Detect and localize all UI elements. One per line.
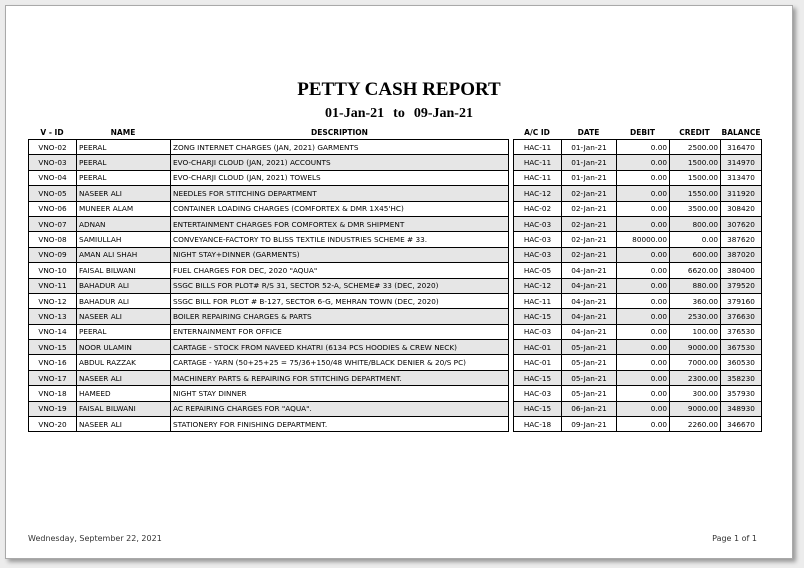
table-row [28, 340, 762, 355]
cell-date: 01-Jan-21 [561, 139, 616, 155]
cell-debit: 0.00 [616, 402, 669, 417]
cell-debit: 0.00 [616, 248, 669, 263]
table-row [28, 355, 762, 370]
cell-ac-id: HAC-02 [513, 202, 561, 217]
cell-balance: 307620 [720, 217, 762, 232]
cell-date: 04-Jan-21 [561, 309, 616, 324]
cell-date: 01-Jan-21 [561, 155, 616, 170]
cell-name: PEERAL [76, 171, 170, 186]
cell-balance: 346670 [720, 417, 762, 432]
cell-description: NEEDLES FOR STITCHING DEPARTMENT [170, 186, 509, 201]
header-name: NAME [110, 128, 136, 137]
cell-debit: 0.00 [616, 186, 669, 201]
cell-vid: VNO-04 [28, 171, 76, 186]
cell-balance: 360530 [720, 355, 762, 370]
cell-name: ADNAN [76, 217, 170, 232]
cell-credit: 2530.00 [669, 309, 720, 324]
cell-debit: 0.00 [616, 263, 669, 278]
cell-name: AMAN ALI SHAH [76, 248, 170, 263]
date-to: 09-Jan-21 [413, 106, 473, 121]
cell-description: SSGC BILL FOR PLOT # B-127, SECTOR 6-G, MEHRAN TOWN (DEC, 2020) [170, 294, 509, 309]
cell-vid: VNO-17 [28, 371, 76, 386]
header-vid: V - ID [40, 128, 64, 137]
cell-debit: 0.00 [616, 279, 669, 294]
table-row [28, 417, 762, 432]
cell-ac-id: HAC-18 [513, 417, 561, 432]
header-debit: DEBIT [630, 128, 655, 137]
cell-debit: 0.00 [616, 171, 669, 186]
cell-date: 04-Jan-21 [561, 325, 616, 340]
cell-name: MUNEER ALAM [76, 202, 170, 217]
cell-description: EVO-CHARJI CLOUD (JAN, 2021) ACCOUNTS [170, 155, 509, 170]
cell-balance: 387620 [720, 232, 762, 247]
cell-name: FAISAL BILWANI [76, 402, 170, 417]
cell-credit: 9000.00 [669, 402, 720, 417]
cell-ac-id: HAC-03 [513, 232, 561, 247]
cell-ac-id: HAC-01 [513, 355, 561, 370]
table-row [28, 263, 762, 278]
cell-ac-id: HAC-03 [513, 248, 561, 263]
cell-balance: 376630 [720, 309, 762, 324]
cell-credit: 3500.00 [669, 202, 720, 217]
cell-credit: 100.00 [669, 325, 720, 340]
cell-date: 05-Jan-21 [561, 340, 616, 355]
cell-date: 02-Jan-21 [561, 248, 616, 263]
cell-balance: 313470 [720, 171, 762, 186]
cell-credit: 6620.00 [669, 263, 720, 278]
cell-debit: 80000.00 [616, 232, 669, 247]
cell-name: PEERAL [76, 155, 170, 170]
cell-date: 05-Jan-21 [561, 386, 616, 401]
cell-description: ENTERTAINMENT CHARGES FOR COMFORTEX & DMR SHIPMENT [170, 217, 509, 232]
cell-description: AC REPAIRING CHARGES FOR "AQUA". [170, 402, 509, 417]
cell-debit: 0.00 [616, 202, 669, 217]
cell-name: PEERAL [76, 139, 170, 155]
cell-balance: 358230 [720, 371, 762, 386]
cell-date: 05-Jan-21 [561, 371, 616, 386]
cell-date: 02-Jan-21 [561, 232, 616, 247]
cell-vid: VNO-03 [28, 155, 76, 170]
cell-balance: 311920 [720, 186, 762, 201]
cell-balance: 348930 [720, 402, 762, 417]
cell-ac-id: HAC-11 [513, 155, 561, 170]
cell-name: BAHADUR ALI [76, 279, 170, 294]
cell-credit: 2300.00 [669, 371, 720, 386]
cell-vid: VNO-20 [28, 417, 76, 432]
cell-description: CARTAGE - YARN (50+25+25 = 75/36+150/48 WHITE/BLACK DENIER & 20/S PC) [170, 355, 509, 370]
cell-vid: VNO-14 [28, 325, 76, 340]
cell-description: ENTERNAINMENT FOR OFFICE [170, 325, 509, 340]
cell-balance: 308420 [720, 202, 762, 217]
table-row [28, 402, 762, 417]
cell-vid: VNO-11 [28, 279, 76, 294]
cell-description: CARTAGE - STOCK FROM NAVEED KHATRI (6134 PCS HOODIES & CREW NECK) [170, 340, 509, 355]
cell-name: NASEER ALI [76, 186, 170, 201]
cell-name: NOOR ULAMIN [76, 340, 170, 355]
cell-vid: VNO-19 [28, 402, 76, 417]
cell-debit: 0.00 [616, 294, 669, 309]
table-row [28, 309, 762, 324]
cell-credit: 1500.00 [669, 155, 720, 170]
cell-date: 09-Jan-21 [561, 417, 616, 432]
table-row [28, 371, 762, 386]
cell-credit: 2500.00 [669, 139, 720, 155]
cell-date: 06-Jan-21 [561, 402, 616, 417]
table-row [28, 232, 762, 247]
cell-vid: VNO-07 [28, 217, 76, 232]
header-ac-id: A/C ID [524, 128, 550, 137]
cell-description: CONVEYANCE-FACTORY TO BLISS TEXTILE INDUSTRIES SCHEME # 33. [170, 232, 509, 247]
cell-balance: 367530 [720, 340, 762, 355]
report-date-range [6, 106, 792, 122]
cell-credit: 1500.00 [669, 171, 720, 186]
cell-name: SAMIULLAH [76, 232, 170, 247]
cell-debit: 0.00 [616, 417, 669, 432]
cell-date: 04-Jan-21 [561, 294, 616, 309]
cell-name: ABDUL RAZZAK [76, 355, 170, 370]
cell-name: BAHADUR ALI [76, 294, 170, 309]
cell-ac-id: HAC-01 [513, 340, 561, 355]
cell-balance: 376530 [720, 325, 762, 340]
cell-vid: VNO-18 [28, 386, 76, 401]
cell-ac-id: HAC-03 [513, 217, 561, 232]
cell-name: NASEER ALI [76, 309, 170, 324]
cell-date: 02-Jan-21 [561, 202, 616, 217]
cell-name: NASEER ALI [76, 417, 170, 432]
cell-date: 02-Jan-21 [561, 186, 616, 201]
cell-name: NASEER ALI [76, 371, 170, 386]
cell-vid: VNO-10 [28, 263, 76, 278]
cell-credit: 1550.00 [669, 186, 720, 201]
date-from: 01-Jan-21 [325, 106, 385, 121]
cell-date: 04-Jan-21 [561, 279, 616, 294]
cell-vid: VNO-13 [28, 309, 76, 324]
report-page [5, 5, 793, 559]
cell-description: SSGC BILLS FOR PLOT# R/S 31, SECTOR 52-A, SCHEME# 33 (DEC, 2020) [170, 279, 509, 294]
cell-balance: 314970 [720, 155, 762, 170]
table-row [28, 294, 762, 309]
header-description: DESCRIPTION [311, 128, 368, 137]
cell-ac-id: HAC-15 [513, 309, 561, 324]
cell-vid: VNO-02 [28, 139, 76, 155]
cell-debit: 0.00 [616, 325, 669, 340]
cell-description: FUEL CHARGES FOR DEC, 2020 "AQUA" [170, 263, 509, 278]
cell-date: 05-Jan-21 [561, 355, 616, 370]
cell-ac-id: HAC-11 [513, 294, 561, 309]
petty-cash-table [28, 126, 762, 432]
cell-vid: VNO-08 [28, 232, 76, 247]
table-row [28, 279, 762, 294]
table-row [28, 155, 762, 170]
cell-ac-id: HAC-12 [513, 279, 561, 294]
cell-vid: VNO-15 [28, 340, 76, 355]
header-credit: CREDIT [679, 128, 710, 137]
cell-date: 01-Jan-21 [561, 171, 616, 186]
cell-date: 02-Jan-21 [561, 217, 616, 232]
table-row [28, 186, 762, 201]
cell-vid: VNO-16 [28, 355, 76, 370]
table-row [28, 139, 762, 155]
cell-description: NIGHT STAY+DINNER (GARMENTS) [170, 248, 509, 263]
cell-debit: 0.00 [616, 139, 669, 155]
cell-credit: 300.00 [669, 386, 720, 401]
date-range-separator: to [393, 106, 405, 121]
cell-ac-id: HAC-15 [513, 371, 561, 386]
cell-credit: 600.00 [669, 248, 720, 263]
cell-credit: 360.00 [669, 294, 720, 309]
cell-ac-id: HAC-03 [513, 386, 561, 401]
cell-debit: 0.00 [616, 340, 669, 355]
cell-ac-id: HAC-11 [513, 171, 561, 186]
cell-ac-id: HAC-15 [513, 402, 561, 417]
cell-debit: 0.00 [616, 386, 669, 401]
cell-vid: VNO-05 [28, 186, 76, 201]
cell-balance: 380400 [720, 263, 762, 278]
cell-credit: 880.00 [669, 279, 720, 294]
cell-name: FAISAL BILWANI [76, 263, 170, 278]
cell-debit: 0.00 [616, 371, 669, 386]
table-row [28, 386, 762, 401]
cell-ac-id: HAC-11 [513, 139, 561, 155]
cell-debit: 0.00 [616, 155, 669, 170]
cell-balance: 379160 [720, 294, 762, 309]
table-body [28, 139, 762, 432]
table-row [28, 325, 762, 340]
table-row [28, 202, 762, 217]
table-row [28, 248, 762, 263]
cell-vid: VNO-09 [28, 248, 76, 263]
cell-name: PEERAL [76, 325, 170, 340]
cell-balance: 357930 [720, 386, 762, 401]
cell-vid: VNO-06 [28, 202, 76, 217]
cell-description: EVO-CHARJI CLOUD (JAN, 2021) TOWELS [170, 171, 509, 186]
cell-description: STATIONERY FOR FINISHING DEPARTMENT. [170, 417, 509, 432]
cell-credit: 9000.00 [669, 340, 720, 355]
cell-credit: 0.00 [669, 232, 720, 247]
table-header-row [28, 126, 762, 139]
cell-balance: 379520 [720, 279, 762, 294]
footer-page-info: Page 1 of 1 [712, 534, 757, 543]
cell-debit: 0.00 [616, 355, 669, 370]
cell-credit: 2260.00 [669, 417, 720, 432]
header-balance: BALANCE [721, 128, 761, 137]
cell-vid: VNO-12 [28, 294, 76, 309]
cell-date: 04-Jan-21 [561, 263, 616, 278]
cell-ac-id: HAC-05 [513, 263, 561, 278]
cell-description: MACHINERY PARTS & REPAIRING FOR STITCHING DEPARTMENT. [170, 371, 509, 386]
table-row [28, 171, 762, 186]
cell-description: ZONG INTERNET CHARGES (JAN, 2021) GARMENTS [170, 139, 509, 155]
cell-credit: 800.00 [669, 217, 720, 232]
cell-name: HAMEED [76, 386, 170, 401]
footer-printed-date: Wednesday, September 22, 2021 [28, 534, 162, 543]
cell-description: NIGHT STAY DINNER [170, 386, 509, 401]
report-title: PETTY CASH REPORT [297, 79, 501, 100]
cell-balance: 316470 [720, 139, 762, 155]
cell-description: CONTAINER LOADING CHARGES (COMFORTEX & DMR 1X45'HC) [170, 202, 509, 217]
cell-debit: 0.00 [616, 217, 669, 232]
cell-debit: 0.00 [616, 309, 669, 324]
table-row [28, 217, 762, 232]
cell-ac-id: HAC-03 [513, 325, 561, 340]
cell-balance: 387020 [720, 248, 762, 263]
cell-description: BOILER REPAIRING CHARGES & PARTS [170, 309, 509, 324]
cell-credit: 7000.00 [669, 355, 720, 370]
cell-ac-id: HAC-12 [513, 186, 561, 201]
header-date: DATE [577, 128, 600, 137]
